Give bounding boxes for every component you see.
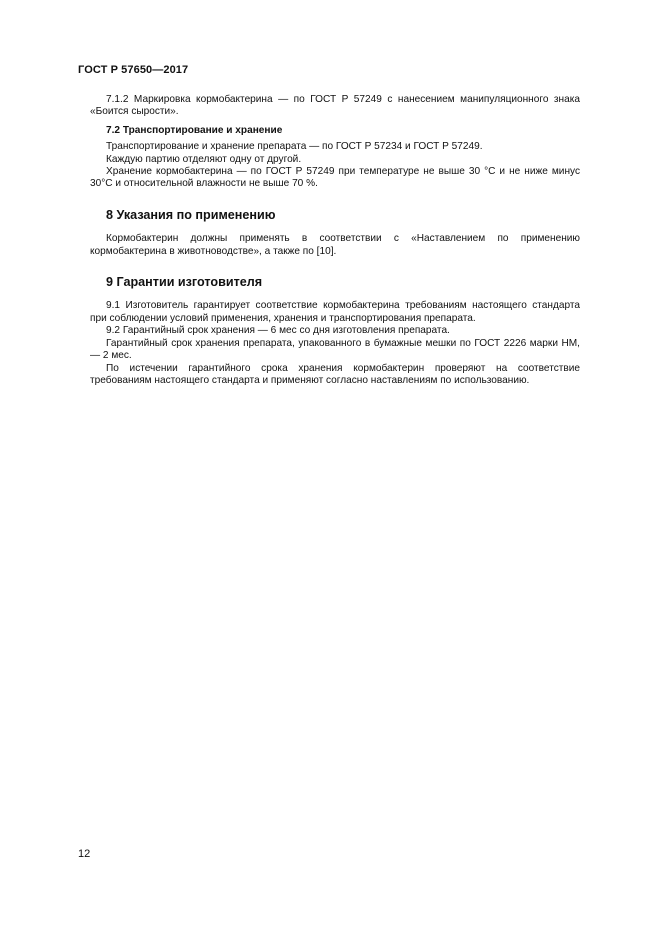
paragraph-9-2: 9.2 Гарантийный срок хранения — 6 мес со дня изготовления препарата. xyxy=(106,325,450,337)
paragraph-bags: Гарантийный срок хранения препарата, упакованного в бумажные мешки по ГОСТ 2226 марки НМ, — 2 мес. xyxy=(90,337,580,362)
document-header: ГОСТ Р 57650—2017 xyxy=(78,64,189,76)
paragraph-expiry: По истечении гарантийного срока хранения кормобактерин проверяют на соответствие требованиям настоящего стандарта и применяют согласно наставлениям по использованию. xyxy=(90,362,580,386)
paragraph-storage: Хранение кормобактерина — по ГОСТ Р 57249 при температуре не выше 30 °С и не ниже минус 30°С и относительной влажности не выше 70 %. xyxy=(90,166,580,190)
section-heading-8: 8 Указания по применению xyxy=(106,207,276,222)
subsection-heading-7-2: 7.2 Транспортирование и хранение xyxy=(106,124,283,136)
paragraph-batch: Каждую партию отделяют одну от другой. xyxy=(106,153,302,165)
paragraph-7-1-2: 7.1.2 Маркировка кормобактерина — по ГОСТ Р 57249 с нанесением манипуляционного знака «Боится сырости». xyxy=(90,94,580,118)
paragraph-transport: Транспортирование и хранение препарата — по ГОСТ Р 57234 и ГОСТ Р 57249. xyxy=(106,141,483,153)
paragraph-9-1: 9.1 Изготовитель гарантирует соответствие кормобактерина требованиям настоящего стандарта при соблюдении условий применения, хранения и транспортирования препарата. xyxy=(90,300,580,324)
section-heading-9: 9 Гарантии изготовителя xyxy=(106,275,263,290)
paragraph-use: Кормобактерин должны применять в соответствии с «Наставлением по применению кормобактерина в животноводстве», а также по [10]. xyxy=(90,233,580,257)
page-number: 12 xyxy=(78,848,91,860)
document-body xyxy=(90,94,580,387)
